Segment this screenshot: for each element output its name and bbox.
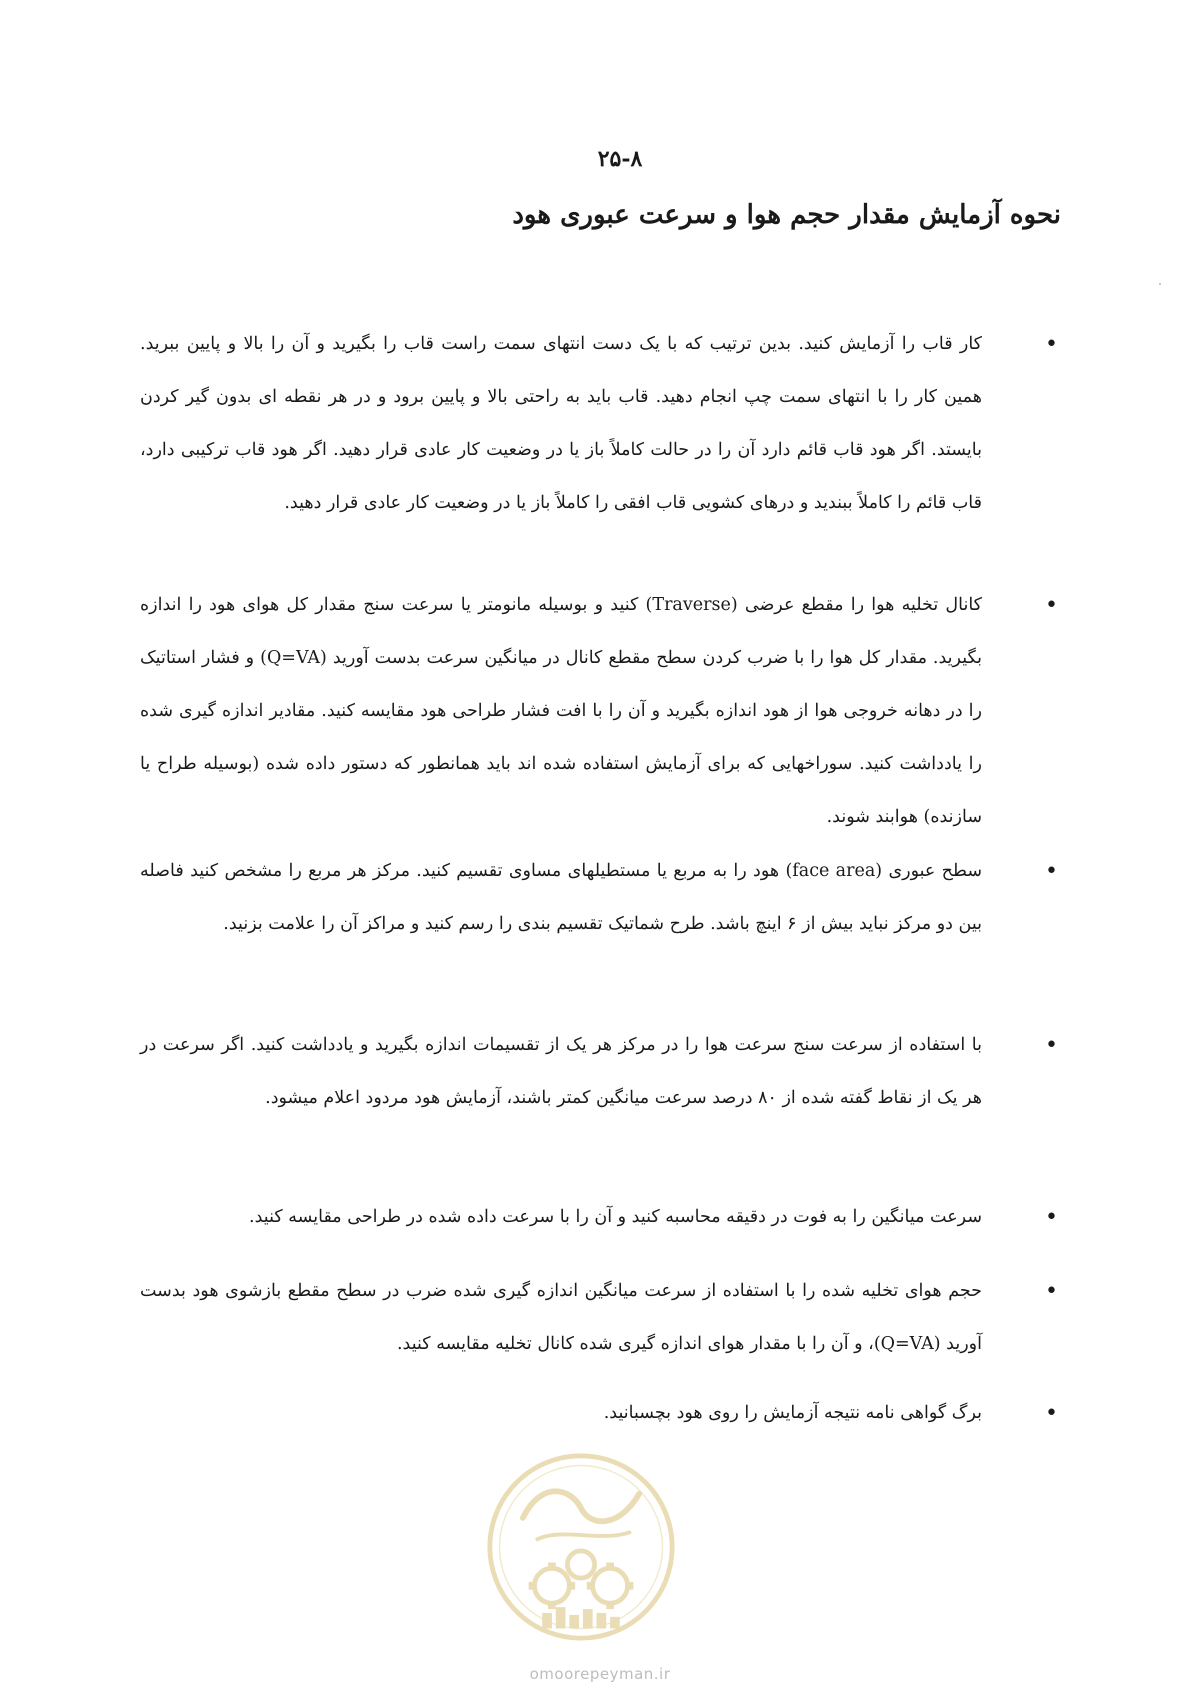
list-item: [140, 1191, 1058, 1265]
bullet-text: کار قاب را آزمایش کنید. بدین ترتیب که با یک دست انتهای سمت راست قاب را بگیرید و آن را بالا و پایین ببرید. همین کار را با انتهای سمت چپ انجام دهید. قاب باید به راحتی بالا و پایین برود و در هر نقطه ای بدون گیر کردن بایستد. اگر هود قاب قائم دارد آن را در حالت کاملاً باز یا در وضعیت کار عادی قرار دهید. اگر هود قاب ترکیبی دارد، قاب قائم را کاملاً ببندید و درهای کشویی قاب افقی را کاملاً باز یا در وضعیت کار عادی قرار دهید.: [140, 334, 982, 513]
watermark-url: omoorepeyman.ir: [529, 1665, 671, 1683]
section-number: ۲۵-۸: [597, 146, 643, 172]
bullet-dot-icon: •: [1045, 1401, 1058, 1426]
bullet-list: [140, 318, 1058, 1447]
list-item: [140, 579, 1058, 845]
bullet-text: سرعت میانگین را به فوت در دقیقه محاسبه کنید و آن را با سرعت داده شده در طراحی مقایسه کنید.: [249, 1207, 982, 1227]
bullet-text: کانال تخلیه هوا را مقطع عرضی (Traverse) کنید و بوسیله مانومتر یا سرعت سنج مقدار کل هوای هود را اندازه بگیرید. مقدار کل هوا را با ضرب کردن سطح مقطع کانال در میانگین سرعت بدست آورید (Q=VA) و فشار استاتیک را در دهانه خروجی هوا از هود اندازه بگیرید و آن را با افت فشار طراحی هود مقایسه کنید. مقادیر اندازه گیری شده را یادداشت کنید. سوراخهایی که برای آزمایش استفاده شده اند باید همانطور که دستور داده شده (بوسیله طراح یا سازنده) هوابند شوند.: [140, 595, 983, 827]
bullet-text: برگ گواهی نامه نتیجه آزمایش را روی هود بچسبانید.: [603, 1403, 982, 1423]
list-item: [140, 1387, 1058, 1447]
bullet-text: حجم هوای تخلیه شده را با استفاده از سرعت میانگین اندازه گیری شده ضرب در سطح مقطع بازشوی هود بدست آورید (Q=VA)، و آن را با مقدار هوای اندازه گیری شده کانال تخلیه مقایسه کنید.: [140, 1281, 982, 1354]
bullet-dot-icon: •: [1045, 332, 1058, 357]
list-item: [140, 1019, 1058, 1191]
bullet-dot-icon: •: [1045, 1279, 1058, 1304]
bullet-text: سطح عبوری (face area) هود را به مربع یا مستطیلهای مساوی تقسیم کنید. مرکز هر مربع را مشخص کنید فاصله بین دو مرکز نباید بیش از ۶ اینچ باشد. طرح شماتیک تقسیم بندی را رسم کنید و مراکز آن را علامت بزنید.: [140, 861, 982, 934]
bullet-dot-icon: •: [1045, 1033, 1058, 1058]
bullet-dot-icon: •: [1045, 1205, 1058, 1230]
list-item: [140, 845, 1058, 1019]
bullet-dot-icon: •: [1045, 593, 1058, 618]
page-title: نحوه آزمایش مقدار حجم هوا و سرعت عبوری هود: [512, 200, 1061, 230]
scan-artifact: [1159, 283, 1161, 285]
watermark-seal-logo: [484, 1450, 678, 1644]
list-item: [140, 1265, 1058, 1387]
bullet-text: با استفاده از سرعت سنج سرعت هوا را در مرکز هر یک از تقسیمات اندازه بگیرید و یادداشت کنید. اگر سرعت در هر یک از نقاط گفته شده از ۸۰ درصد سرعت میانگین کمتر باشند، آزمایش هود مردود اعلام میشود.: [140, 1035, 982, 1108]
bullet-dot-icon: •: [1045, 859, 1058, 884]
list-item: [140, 318, 1058, 579]
